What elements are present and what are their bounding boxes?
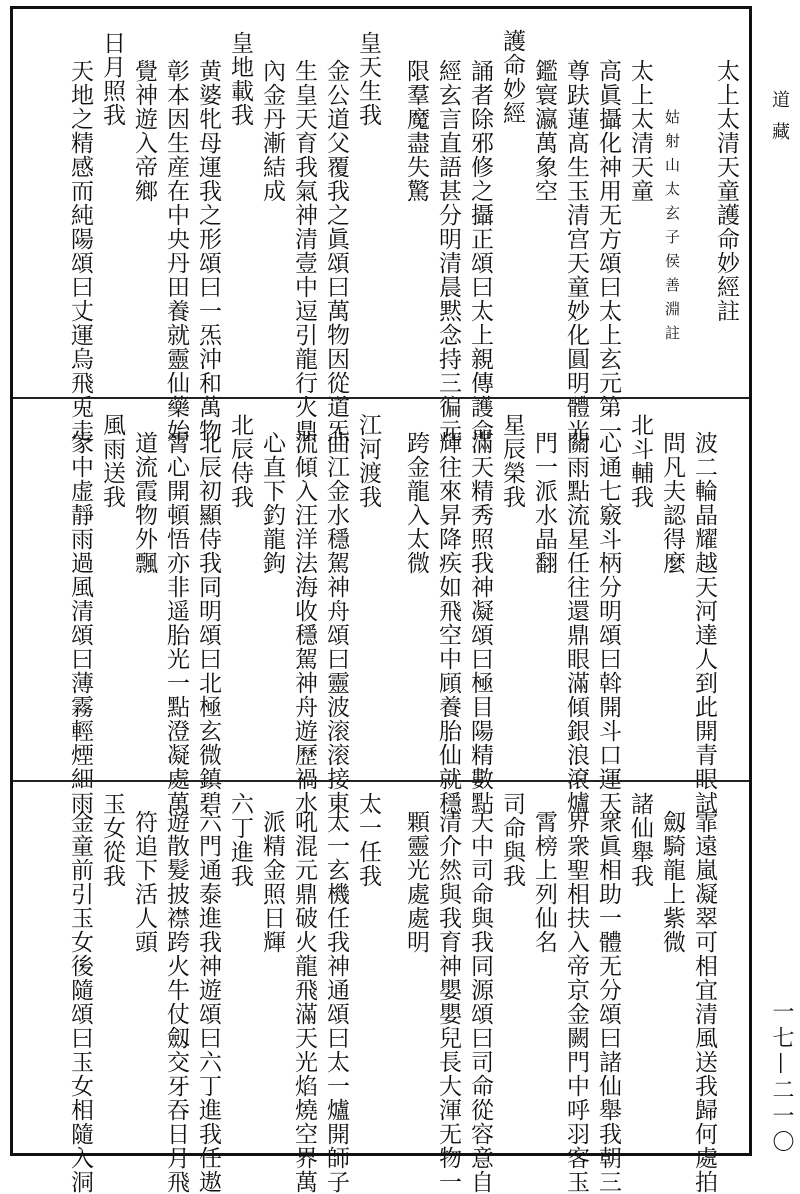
text-column: 心直下釣龍鉤 [259,431,285,575]
text-column: 江河渡我 [355,413,381,509]
text-column: 星辰榮我 [499,413,525,509]
text-column: 覺神遊入帝鄉 [131,59,157,203]
panel-top [13,9,749,443]
text-column: 顆靈光處處明 [403,810,429,954]
text-column: 太一玄機任我神通頌曰太一爐開師子 [323,810,349,1194]
text-column: 北辰侍我 [227,413,253,509]
text-column: 北辰初顯侍我同明頌曰北極玄微鎮碧 [195,431,221,815]
text-column: 誦者除邪修之攝正頌曰太上親傳護命 [467,59,493,443]
text-column: 黄婆牝母運我之形頌曰一炁沖和萬物 [195,59,221,443]
text-column: 符追下活人頭 [131,810,157,954]
text-column: 內金丹漸結成 [259,59,285,203]
text-column: 尊趺蓮髙生玉清宫天童妙化圓明體光 [563,59,589,443]
text-column: 流傾入汪洋法海收穩駕神舟遊歷禍水 [291,431,317,815]
text-column: 諸仙舉我 [627,792,653,888]
text-column: 司命與我 [499,792,525,888]
text-column: 家中虚靜雨過風清頌曰薄霧輕煙細雨 [67,431,93,815]
text-column: 太上太清天童 [627,59,653,203]
author-line: 姑射山太玄子侯善淵註 [663,109,681,349]
text-column: 門一派水晶翻 [531,431,557,575]
text-column: 六門通泰進我神遊頌曰六丁進我任遨 [195,810,221,1194]
panel-middle [13,397,749,815]
text-column: 曲江金水穩駕神舟頌曰靈波滚滚接東 [323,431,349,815]
text-column: 六丁進我 [227,792,253,888]
text-column: 高眞攝化神用无方頌曰太上玄元第一 [595,59,621,443]
text-column: 跨金龍入太微 [403,431,429,575]
text-column: 波二輪晶耀越天河達人到此開青眼試 [691,431,717,815]
text-column: 派精金照日輝 [259,810,285,954]
title-line: 太上太清天童護命妙經註 [713,59,739,323]
text-column: 天地之精感而純陽頌曰丈運烏飛兎走 [67,59,93,443]
text-column: 鑑寰瀛萬象空 [531,59,557,203]
text-column: 皇天生我 [355,31,381,127]
folio-number: 一七—二一〇 [769,1000,794,1156]
text-column: 關雨點流星任往還鼎眼滿傾銀浪滾爐 [563,431,589,815]
panel-bottom [13,780,749,1194]
text-column: 心通七竅斗柄分明頌曰斡開斗口運天 [595,431,621,815]
text-column: 霄榜上列仙名 [531,810,557,954]
text-column: 金公道父覆我之眞頌曰萬物因從道炁 [323,59,349,443]
text-column: 輝往來昇降疾如飛空中頋養胎仙就穩 [435,431,461,815]
text-column: 清介然與我育神嬰嬰兒長大渾无物一 [435,810,461,1194]
text-column: 問凡夫認得麼 [659,431,685,575]
text-column: 風雨送我 [99,413,125,509]
text-column: 霏遠嵐凝翠可相宜清風送我歸何處拍 [691,810,717,1194]
text-column: 北斗輔我 [627,413,653,509]
text-column: 太一任我 [355,792,381,888]
text-column: 生皇天育我氣神清壹中逗引龍行火鼎 [291,59,317,443]
text-column: 衆眞相助一體无分頌曰諸仙舉我朝三 [595,810,621,1194]
text-column: 劔騎龍上紫微 [659,810,685,954]
text-column: 經玄言直語甚分明清晨黙念持三徧元 [435,59,461,443]
text-column: 界衆聖相扶入帝京金闕門中呼羽客玉 [563,810,589,1194]
text-column: 天中司命與我同源頌曰司命從容意自 [467,810,493,1194]
text-column: 遊散髮披襟跨火牛仗劔交牙吞日月飛 [163,810,189,1194]
text-column: 限羣魔盡失驚 [403,59,429,203]
text-column: 滿天精秀照我神凝頌曰極目陽精數點 [467,431,493,815]
text-column: 霄心開頓悟亦非遥胎光一點澄凝處萬 [163,431,189,815]
text-frame [10,6,752,1194]
text-column: 日月照我 [99,31,125,127]
text-column: 彰本因生産在中央丹田養就靈仙藥始 [163,59,189,443]
text-column: 道流霞物外飄 [131,431,157,575]
margin-title: 道藏 [769,90,790,154]
text-column: 吼混元鼎破火龍飛滿天光焰燒空界萬 [291,810,317,1194]
text-column: 皇地載我 [227,31,253,127]
text-column: 玉女從我 [99,792,125,888]
text-column: 護命妙經 [499,29,525,125]
text-column: 金童前引玉女後隨頌曰玉女相隨入洞 [67,810,93,1194]
